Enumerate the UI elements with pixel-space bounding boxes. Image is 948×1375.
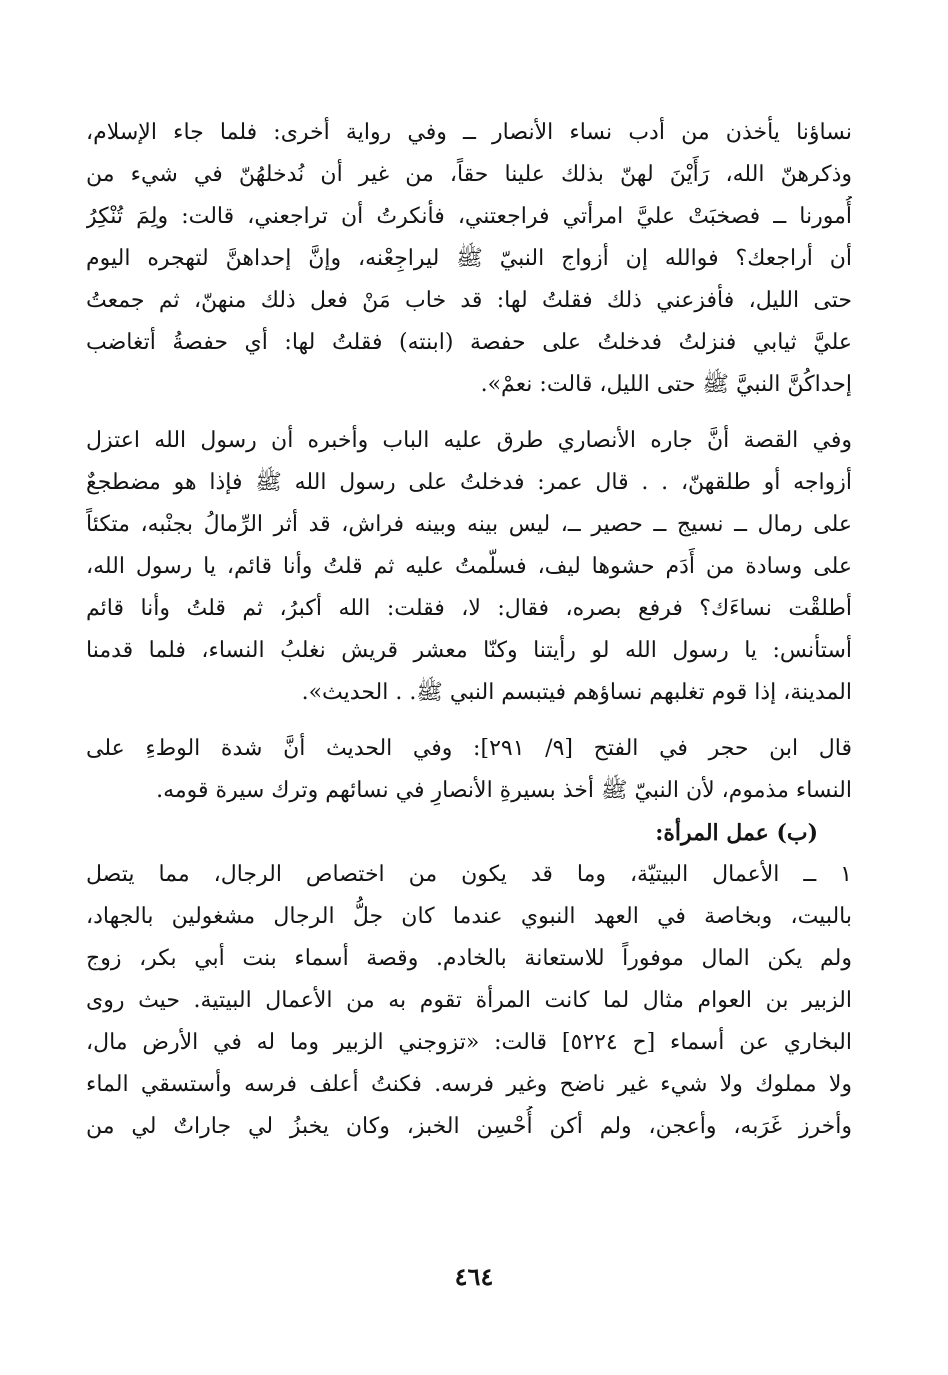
text-line: وذكرهنّ الله، رَأَيْنَ لهنّ بذلك علينا حقاً، من غير أن نُدخلهُنّ في شيء من bbox=[86, 162, 852, 187]
text-line: المدينة، إذا قوم تغلبهم نساؤهم فيتبسم النبي ﷺ. . الحديث». bbox=[301, 680, 852, 705]
paragraph-neighbor-story bbox=[86, 420, 852, 714]
section-heading: (ب) عمل المرأة: bbox=[655, 820, 818, 846]
text-line: ١ ــ الأعمال البيتيّة، وما قد يكون من اختصاص الرجال، مما يتصل bbox=[86, 862, 852, 887]
text-line: قال ابن حجر في الفتح [٩/ ٢٩١]: وفي الحديث أنَّ شدة الوطءِ على bbox=[86, 736, 852, 761]
text-line: وأخرز غَرَبه، وأعجن، ولم أكن أُحْسِن الخبز، وكان يخبزُ لي جاراتٌ لي من bbox=[86, 1114, 852, 1139]
text-line: عليَّ ثيابي فنزلتُ فدخلتُ على حفصة (ابنته) فقلتُ لها: أي حفصةُ أتغاضب bbox=[86, 330, 852, 355]
page-number: ٤٦٤ bbox=[454, 1262, 494, 1291]
text-line: أُمورنا ــ فصخبَتْ عليَّ امرأتي فراجعتني، فأنكرتُ أن تراجعني، قالت: ولِمَ تُنْكِرُ bbox=[86, 204, 852, 229]
text-line: أزواجه أو طلقهنّ، . . قال عمر: فدخلتُ على رسول الله ﷺ فإذا هو مضطجعٌ bbox=[86, 470, 852, 495]
text-line: وفي القصة أنَّ جاره الأنصاري طرق عليه الباب وأخبره أن رسول الله اعتزل bbox=[86, 428, 852, 453]
text-line: على رمال ــ نسيج ــ حصير ــ، ليس بينه وبينه فراش، قد أثر الرِّمالُ بجنْبه، متكئاً bbox=[86, 512, 852, 537]
paragraph-gap bbox=[86, 406, 852, 420]
text-line: أستأنس: يا رسول الله لو رأيتنا وكنّا معشر قريش نغلبُ النساء، فلما قدمنا bbox=[86, 638, 852, 663]
text-line: البخاري عن أسماء [ح ٥٢٢٤] قالت: «تزوجني الزبير وما له في الأرض مال، bbox=[86, 1030, 852, 1055]
page-body bbox=[86, 112, 852, 1292]
paragraph-wives-story bbox=[86, 112, 852, 406]
text-line: نساؤنا يأخذن من أدب نساء الأنصار ــ وفي رواية أخرى: فلما جاء الإسلام، bbox=[86, 120, 852, 145]
text-line: إحداكُنَّ النبيَّ ﷺ حتى الليل، قالت: نعمْ». bbox=[480, 372, 852, 397]
text-line: ولا مملوك ولا شيء غير ناضح وغير فرسه. فكنتُ أعلف فرسه وأستسقي الماء bbox=[86, 1072, 852, 1097]
text-line: النساء مذموم، لأن النبيّ ﷺ أخذ بسيرةِ الأنصارِ في نسائهم وترك سيرة قومه. bbox=[156, 778, 852, 803]
paragraph-gap bbox=[86, 714, 852, 728]
text-line: الزبير بن العوام مثال لما كانت المرأة تقوم به من الأعمال البيتية. حيث روى bbox=[86, 988, 852, 1013]
text-line: بالبيت، وبخاصة في العهد النبوي عندما كان جلُّ الرجال مشغولين بالجهاد، bbox=[86, 904, 852, 929]
text-line: أن أراجعك؟ فوالله إن أزواج النبيّ ﷺ ليراجِعْنه، وإنَّ إحداهنَّ لتهجره اليوم bbox=[86, 246, 852, 271]
paragraph-household-work bbox=[86, 854, 852, 1148]
text-line: ولم يكن المال موفوراً للاستعانة بالخادم. وقصة أسماء بنت أبي بكر، زوج bbox=[86, 946, 852, 971]
text-line: حتى الليل، فأفزعني ذلك فقلتُ لها: قد خاب مَنْ فعل ذلك منهنّ، ثم جمعتُ bbox=[86, 288, 852, 313]
paragraph-ibn-hajar bbox=[86, 728, 852, 812]
text-line: أطلقْت نساءَك؟ فرفع بصره، فقال: لا، فقلت: الله أكبرُ، ثم قلتُ وأنا قائم bbox=[86, 596, 852, 621]
text-line: على وسادة من أَدَم حشوها ليف، فسلّمتُ عليه ثم قلتُ وأنا قائم، يا رسول الله، bbox=[86, 554, 852, 579]
